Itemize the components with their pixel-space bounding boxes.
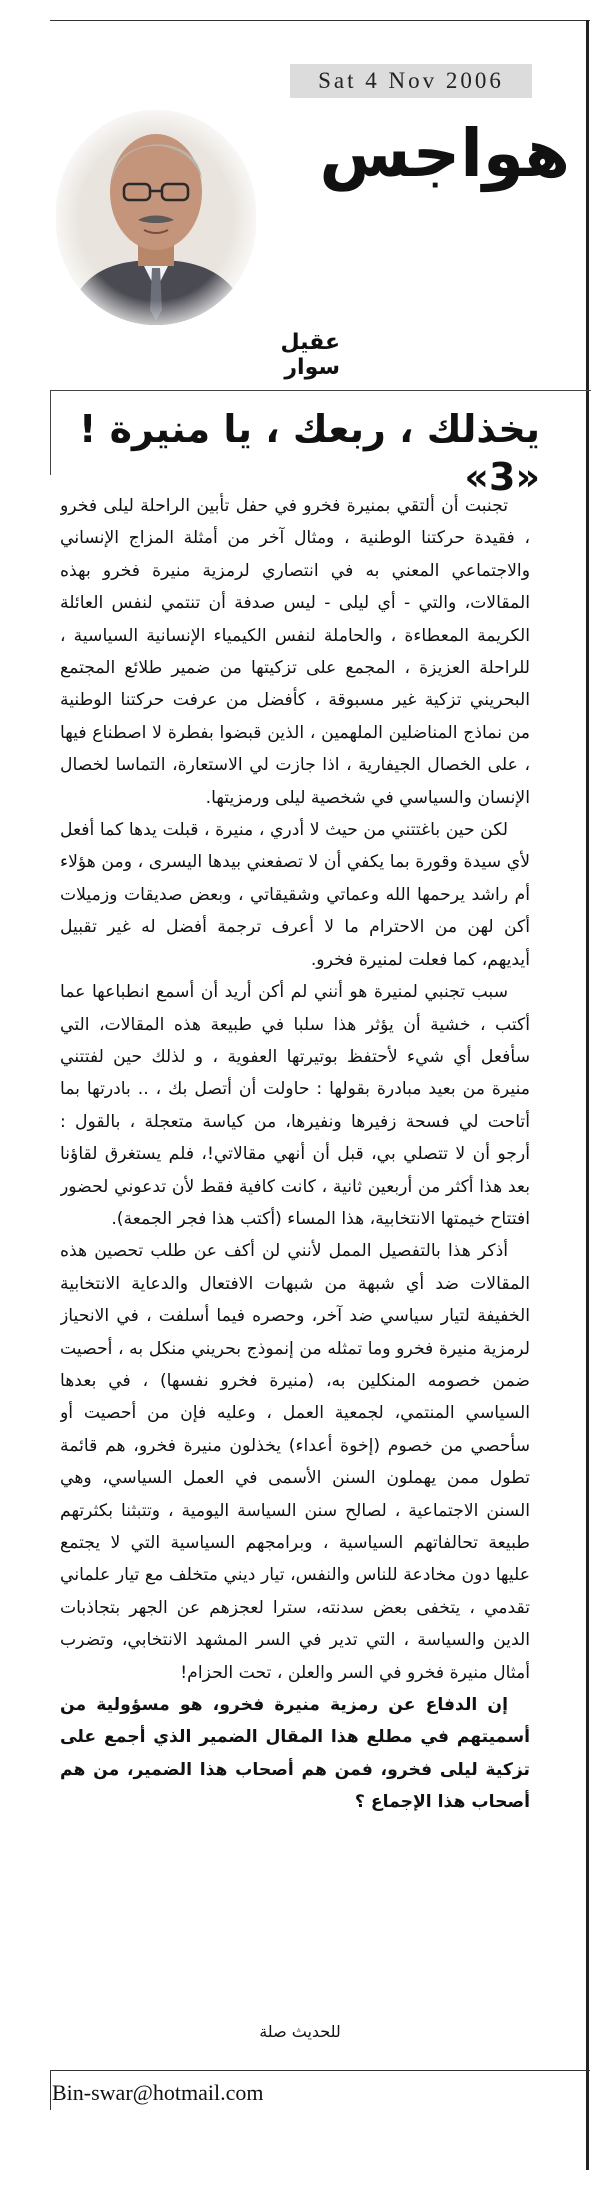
paragraph-1: تجنبت أن ألتقي بمنيرة فخرو في حفل تأبين الراحلة ليلى فخرو ، فقيدة حركتنا الوطنية ، ومثال آخر من أمثلة المزاج الإنساني والاجتماعي المعني به في انتصاري لرمزية منيرة فخرو بهذه المقالات، والتي - أي ليلى - ليس صدفة أن تنتمي لنفس العائلة الكريمة المعطاءة ، والحاملة لنفس الكيمياء الإنسانية السياسية ، للراحلة العزيزة ، المجمع على تزكيتها من ضمير طلائع المجتمع البحريني تزكية غير مسبوقة ، كأفضل من عرفت حركتنا الوطنية من نماذج المناضلين الملهمين ، الذين قبضوا بفطرة لا اصطناع فيها ، على الخصال الجيفارية ، اذا جازت لي الاستعارة، التماسا لخصال الإنسان والسياسي في شخصية ليلى ورمزيتها. <box>60 496 530 808</box>
column-title: هواجس <box>319 115 570 192</box>
paragraph-4: أذكر هذا بالتفصيل الممل لأنني لن أكف عن طلب تحصين هذه المقالات ضد أي شبهة من شبهات الافتعال والدعاية الانتخابية الخفيفة لتيار سياسي ضد آخر، وحصره فيما أسلفت ، في الانحياز لرمزية منيرة فخرو وما تمثله من إنموذج بحريني منكل به ، أحصيت ضمن خصومه المنكلين به، (منيرة فخرو نفسها) ، في بعدها السياسي المنتمي، لجمعية العمل ، وعليه فإن من أحصيت أو سأحصي من خصوم (إخوة أعداء) يخذلون منيرة فخرو، هم قائمة تطول ممن يهملون السنن الأسمى في العمل السياسي، وهي السنن الاجتماعية ، لصالح سنن السياسة اليومية ، وتتبثنا بكثرتهم طبيعة تحالفاتهم السياسية ، وبرامجهم السياسية التي لا يجتمع عليها دون مخادعة للناس والنفس، تيار ديني متخلف مع تيار علماني تقدمي ، يتخفى بعض سدنته، سترا لعجزهم عن الجهر بتجاذبات الدين والسياسة ، التي تدير في السر المشهد الانتخابي، وتضرب أمثال منيرة فخرو في السر والعلن ، تحت الحزام! <box>60 1241 530 1683</box>
bottom-rule <box>50 2070 590 2071</box>
author-email-link[interactable]: Bin-swar@hotmail.com <box>52 2080 264 2105</box>
right-border-rule <box>586 20 589 2170</box>
top-rule <box>50 20 590 21</box>
author-portrait-image <box>56 110 256 325</box>
author-photo <box>56 110 256 325</box>
paragraph-5: إن الدفاع عن رمزية منيرة فخرو، هو مسؤولية من أسميتهم في مطلع هذا المقال الضمير الذي أجمع على تزكية ليلى فخرو، فمن هم أصحاب هذا الضمير، من هم أصحاب هذا الإجماع ؟ <box>60 1695 530 1813</box>
footer-left-rule <box>50 2070 51 2110</box>
author-name: عقيل سوار <box>280 330 340 380</box>
article-signoff: للحديث صلة <box>259 2022 341 2041</box>
article-headline: يخذلك ، ربعك ، يا منيرة ! «3» <box>79 407 540 499</box>
paragraph-2: لكن حين باغتتني من حيث لا أدري ، منيرة ، قبلت يدها كما أفعل لأي سيدة وقورة بما يكفي أن لا تصفعني بيدها اليسرى ، ومن هؤلاء أم راشد يرحمها الله وعماتي وشقيقاتي ، وبعض صديقات وزميلات أكن لهن من الاحترام ما لا أعرف ترجمة أفضل له غير تقبيل أيديهم، كما فعلت لمنيرة فخرو. <box>60 820 530 970</box>
paragraph-3: سبب تجنبي لمنيرة هو أنني لم أكن أريد أن أسمع انطباعها عما أكتب ، خشية أن يؤثر هذا سلبا في طبيعة هذه المقالات، التي سأفعل أي شيء لأحتفظ بوتيرتها العفوية ، و لذلك حين لفتتني منيرة من بعيد مبادرة بقولها : حاولت أن أتصل بك ، .. بادرتها بما أتاحت لي فسحة زفيرها ونفيرها، من كياسة متعجلة ، بالقول : أرجو أن لا تتصلي بي، قبل أن أنهي مقالاتي!، فلم يستغرق لقاؤنا بعد هذا أكثر من أربعين ثانية ، كانت كافية فقط لأن تدعوني لحضور افتتاح خيمتها الانتخابية، هذا المساء (أكتب هذا فجر الجمعة). <box>60 982 530 1229</box>
article-body <box>60 490 530 2005</box>
date-box: Sat 4 Nov 2006 <box>290 64 532 98</box>
